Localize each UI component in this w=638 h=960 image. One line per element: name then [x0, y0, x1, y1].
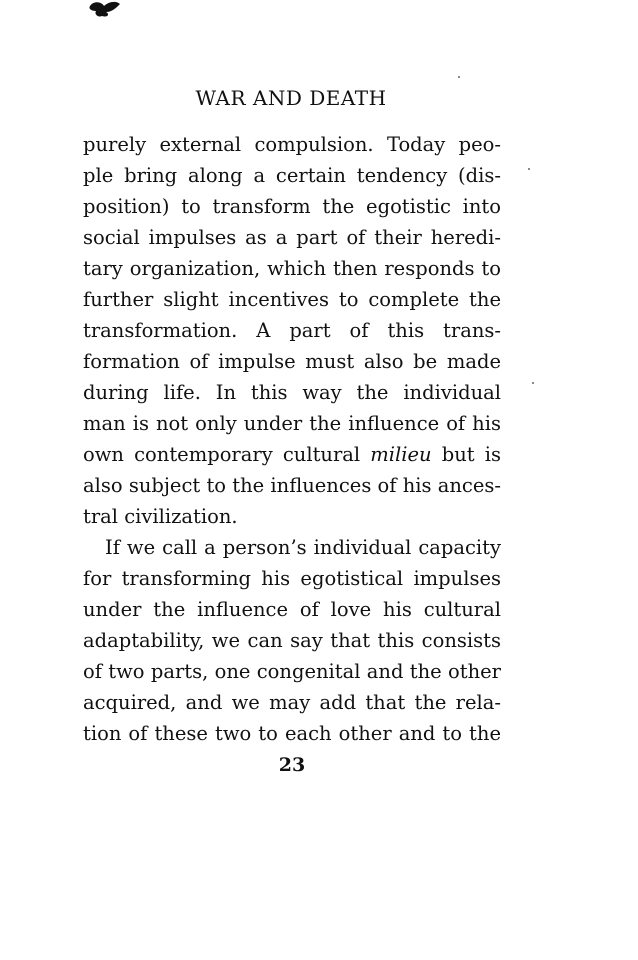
body-text	[83, 129, 501, 749]
text-line: for transforming his egotistical impulses	[83, 567, 501, 590]
text-line: transformation. A part of this trans-	[83, 319, 501, 342]
text-line: purely external compulsion. Today peo-	[83, 133, 501, 156]
text-line: social impulses as a part of their heredi-	[83, 226, 501, 249]
text-segment: but is	[431, 443, 501, 466]
text-line	[83, 439, 501, 470]
text-line: If we call a person’s individual capacity	[105, 536, 501, 559]
text-line: tary organization, which then responds to	[83, 257, 501, 280]
scan-speck	[458, 76, 460, 78]
text-line: further slight incentives to complete the	[83, 288, 501, 311]
page-number: 23	[278, 754, 306, 776]
text-line: during life. In this way the individual	[83, 381, 501, 404]
scan-speck	[528, 168, 530, 170]
italic-term: milieu	[370, 443, 432, 466]
text-line: of two parts, one congenital and the other	[83, 660, 501, 683]
text-segment: own contemporary cultural	[83, 443, 371, 466]
running-head: WAR AND DEATH	[195, 86, 387, 110]
text-line: position) to transform the egotistic into	[83, 195, 501, 218]
text-line: also subject to the influences of his ances-	[83, 474, 501, 497]
text-line: tion of these two to each other and to the	[83, 722, 501, 745]
text-line: formation of impulse must also be made	[83, 350, 501, 373]
printer-ornament-icon	[88, 0, 122, 20]
text-line: ple bring along a certain tendency (dis-	[83, 164, 501, 187]
scan-speck	[532, 382, 534, 384]
text-line: tral civilization.	[83, 505, 238, 528]
text-line: under the influence of love his cultural	[83, 598, 501, 621]
text-line: man is not only under the influence of his	[83, 412, 501, 435]
text-line: acquired, and we may add that the rela-	[83, 691, 501, 714]
text-line: adaptability, we can say that this consists	[83, 629, 501, 652]
